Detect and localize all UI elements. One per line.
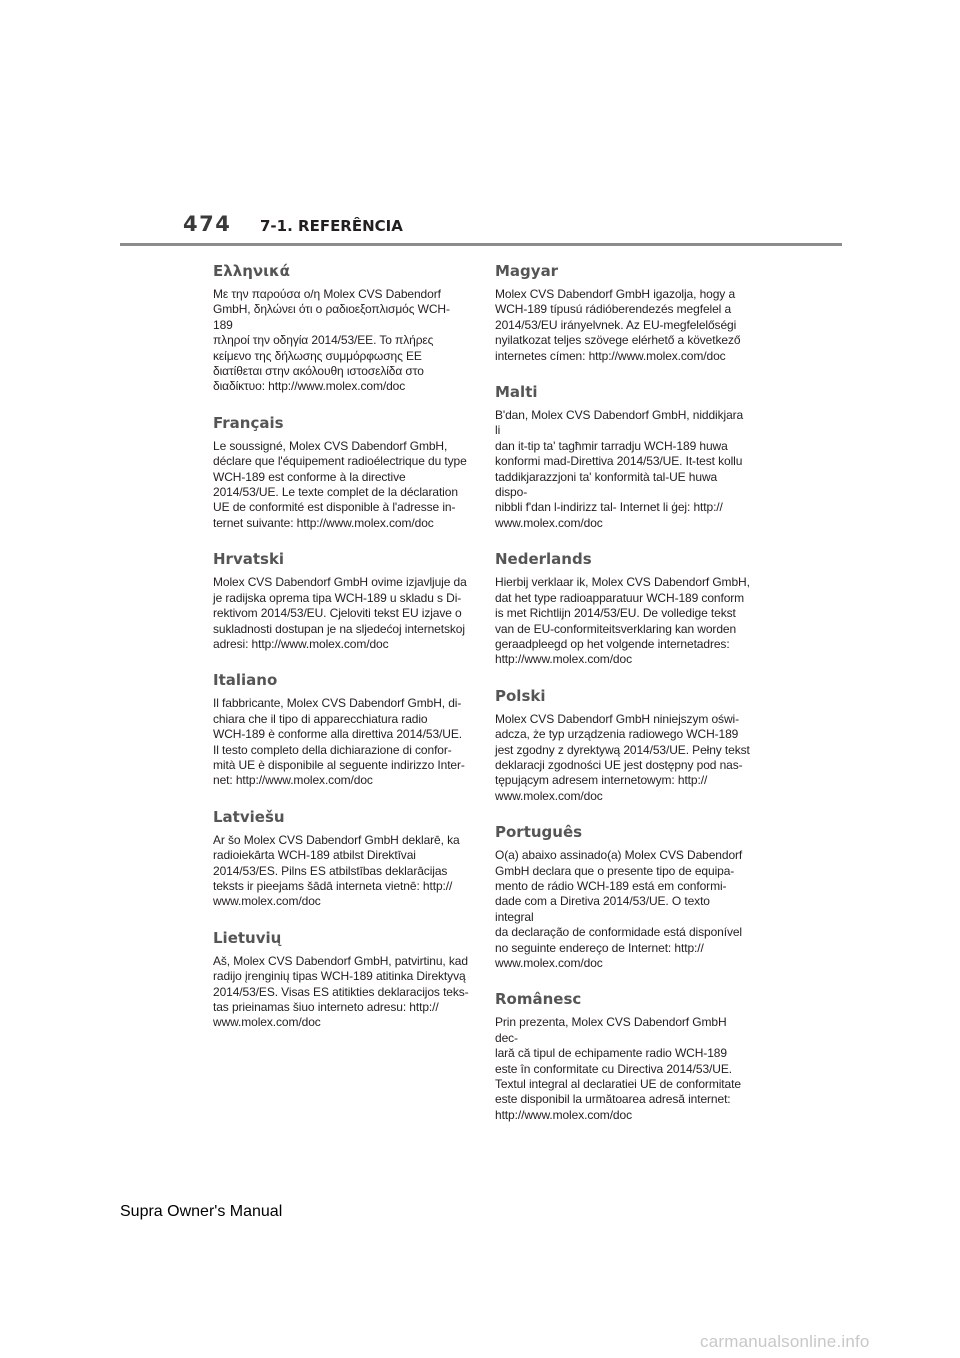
lang-body: Ar šo Molex CVS Dabendorf GmbH deklarē, ka radioiekārta WCH-189 atbilst Direktīvai 2014/53/ES. Pilns ES atbilstības deklarācijas teksts ir pieejams šādā interneta vietnē: http:// www.molex.com/doc	[213, 832, 460, 909]
page-number: 474	[183, 212, 232, 236]
lang-heading: Hrvatski	[213, 550, 285, 569]
lang-body: Le soussigné, Molex CVS Dabendorf GmbH, déclare que l'équipement radioélectrique du type WCH-189 est conforme à la directive 2014/53/UE. Le texte complet de la déclaration UE de conformité est disponible à l'adresse in- ternet suivante: http://www.molex.com/doc	[213, 438, 467, 530]
lang-heading: Ελληνικά	[213, 262, 290, 280]
lang-body: Prin prezenta, Molex CVS Dabendorf GmbH dec- lară că tipul de echipamente radio WCH-189 este în conformitate cu Directiva 2014/53/UE. Textul integral al declaratiei UE de conformitate este disponibil la următoarea adresă internet: http://www.molex.com/doc	[495, 1015, 741, 1122]
lang-heading: Lietuvių	[213, 928, 282, 947]
lang-body: B'dan, Molex CVS Dabendorf GmbH, niddikjara li dan it-tip ta' tagħmir tarradju WCH-189 huwa konformi mad-Direttiva 2014/53/UE. It-test kollu taddikjarazzjoni ta' konformità tal-UE huwa dispo- nibbli f'dan l-indirizz tal- Internet li ġej: http:// www.molex.com/doc	[495, 408, 744, 530]
lang-heading: Malti	[495, 383, 538, 402]
lang-heading: Magyar	[495, 262, 559, 280]
header-rule	[120, 243, 842, 246]
section-title: 7-1. REFERÊNCIA	[260, 217, 403, 235]
lang-heading: Italiano	[213, 671, 278, 690]
right-column	[495, 262, 751, 1142]
lang-block-dutch	[495, 550, 751, 667]
lang-block-latvian	[213, 808, 469, 910]
left-column	[213, 262, 469, 1050]
lang-body: Aš, Molex CVS Dabendorf GmbH, patvirtinu, kad radijo įrenginių tipas WCH-189 atitinka Direktyvą 2014/53/ES. Visas ES atitikties deklaracijos teks- tas prieinamas šiuo interneto adresu: http:// www.molex.com/doc	[213, 953, 469, 1030]
lang-block-maltese	[495, 383, 751, 531]
lang-body: Molex CVS Dabendorf GmbH ovime izjavljuje da je radijska oprema tipa WCH-189 u skladu s Di- rektivom 2014/53/EU. Cjeloviti tekst EU izjave o sukladnosti dostupan je na sljedećoj internetskoj adresi: http://www.molex.com/doc	[213, 575, 467, 651]
lang-block-polish	[495, 687, 751, 804]
lang-heading: Polski	[495, 686, 546, 705]
lang-block-portuguese	[495, 823, 751, 971]
lang-body: Molex CVS Dabendorf GmbH igazolja, hogy a WCH-189 típusú rádióberendezés megfelel a 2014/53/EU irányelvnek. Az EU-megfelelőségi nyilatkozat teljes szövege elérhető a következő internetes címen: http://www.molex.com/doc	[495, 287, 741, 363]
lang-block-french	[213, 414, 469, 531]
lang-block-hungarian	[495, 262, 751, 364]
lang-body: Molex CVS Dabendorf GmbH niniejszym oświ- adcza, że typ urządzenia radiowego WCH-189 jest zgodny z dyrektywą 2014/53/UE. Pełny tekst deklaracji zgodności UE jest dostępny pod nas- tępującym adresem internetowym: http:// www.molex.com/doc	[495, 711, 750, 803]
lang-body: Με την παρούσα ο/η Molex CVS Dabendorf GmbH, δηλώνει ότι ο ραδιοεξοπλισμός WCH-189 πληροί την οδηγία 2014/53/ΕΕ. Το πλήρες κείμενο της δήλωσης συμμόρφωσης ΕΕ διατίθεται στην ακόλουθη ιστοσελίδα στο διαδίκτυο: http://www.molex.com/doc	[213, 287, 450, 394]
lang-block-lithuanian	[213, 929, 469, 1031]
lang-heading: Nederlands	[495, 550, 592, 569]
lang-heading: Français	[213, 413, 284, 432]
lang-body: Hierbij verklaar ik, Molex CVS Dabendorf GmbH, dat het type radioapparatuur WCH-189 conform is met Richtlijn 2014/53/EU. De volledige tekst van de EU-conformiteitsverklaring kan worden geraadpleegd op het volgende internetadres: http://www.molex.com/doc	[495, 575, 750, 667]
lang-heading: Latviešu	[213, 807, 285, 826]
lang-block-italian	[213, 671, 469, 788]
lang-body: Il fabbricante, Molex CVS Dabendorf GmbH, di- chiara che il tipo di apparecchiatura radio WCH-189 è conforme alla direttiva 2014/53/UE. Il testo completo della dichiarazione di confor- mità UE è disponibile al seguente indirizzo Inter- net: http://www.molex.com/doc	[213, 696, 465, 788]
lang-block-croatian	[213, 550, 469, 652]
lang-block-greek	[213, 262, 469, 395]
lang-body: O(a) abaixo assinado(a) Molex CVS Dabendorf GmbH declara que o presente tipo de equipa- mento de rádio WCH-189 está em conformi- dade com a Diretiva 2014/53/UE. O texto integral da declaração de conformidade está disponível no seguinte endereço de Internet: http:// www.molex.com/doc	[495, 848, 743, 970]
lang-block-romanian	[495, 990, 751, 1123]
lang-heading: Português	[495, 823, 583, 842]
manual-title: Supra Owner's Manual	[120, 1203, 283, 1220]
lang-heading: Românesc	[495, 990, 582, 1009]
watermark-link[interactable]: carmanualsonline.info	[700, 1332, 870, 1351]
